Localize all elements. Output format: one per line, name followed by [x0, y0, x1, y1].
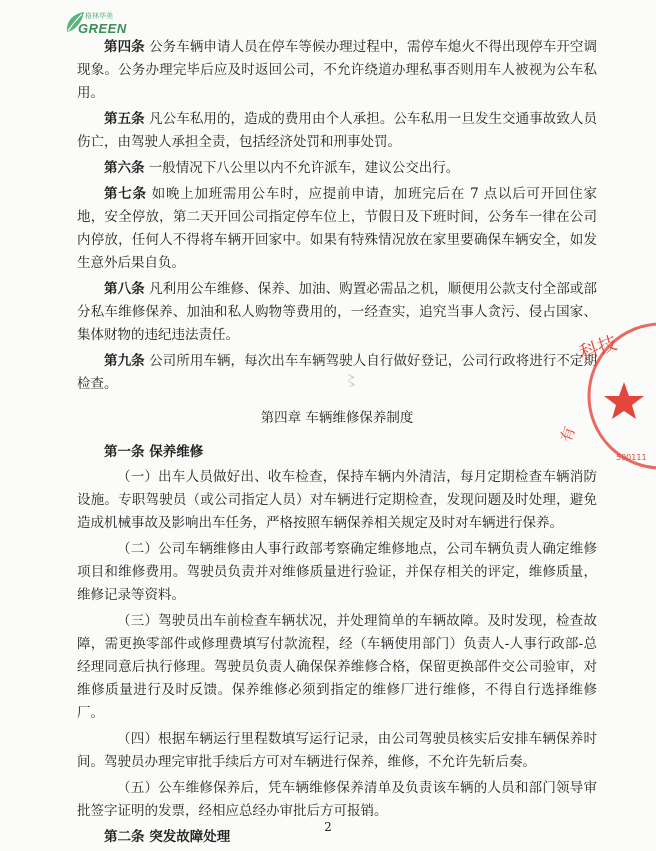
article-text: 凡公车私用的，造成的费用由个人承担。公车私用一旦发生交通事故致人员伤亡，由驾驶人承担全责，包括经济处罚和刑事处罚。: [77, 111, 598, 150]
article-text: 公务车辆申请人员在停车等候办理过程中，需停车熄火不得出现停车开空调现象。公务办理完毕后应及时返回公司，不允许绕道办理私事否则用车人被视为公车私用。: [77, 39, 598, 101]
article-6: [77, 157, 597, 180]
article-8: [77, 278, 597, 347]
article-label: 第五条: [104, 111, 145, 127]
company-logo: [64, 10, 127, 36]
section-1-item: （一）出车人员做好出、收车检查，保持车辆内外清洁，每月定期检查车辆消防设施。专职驾驶员（或公司指定人员）对车辆进行定期检查，发现问题及时处理，避免造成机械事故及影响出车任务，严格按照车辆保养相关规定及时对车辆进行保养。: [77, 469, 597, 531]
logo-english-text: GREEN: [78, 21, 127, 36]
article-label: 第六条: [104, 160, 145, 176]
section-1-item: （五）公车维修保养后，凭车辆维修保养清单及负责该车辆的人员和部门领导审批签字证明的发票，经相应总经办审批后方可报销。: [77, 780, 597, 819]
article-label: 第四条: [104, 39, 145, 55]
seal-text-side: 有: [556, 424, 579, 445]
article-text: 公司所用车辆，每次出车车辆驾驶人自行做好登记，公司行政将进行不定期检查。: [77, 353, 598, 392]
article-9: [77, 350, 597, 396]
section-title: 突发故障处理: [149, 829, 231, 845]
article-label: 第八条: [104, 281, 145, 297]
article-4: [77, 36, 597, 105]
scan-mark: 〻: [343, 371, 360, 390]
page-number: 2: [324, 820, 332, 834]
article-label: 第九条: [104, 353, 145, 369]
seal-number: 500111: [616, 453, 647, 462]
seal-star-icon: [604, 382, 644, 419]
chapter-title: 第四章 车辆维修保养制度: [260, 410, 414, 426]
article-text: 如晚上加班需用公车时，应提前申请，加班完后在 7 点以后可开回住家地，安全停放，第二天开回公司指定停车位上，节假日及下班时间，公务车一律在公司内停放，任何人不得将车辆开回家中。如果有特殊情况放在家里要确保车辆安全，如发生意外后果自负。: [77, 186, 598, 271]
section-label: 第一条: [104, 444, 145, 460]
section-1-item: （四）根据车辆运行里程数填写运行记录，由公司驾驶员核实后安排车辆保养时间。驾驶员办理完审批手续后方可对车辆进行保养，维修，不允许先斩后奏。: [77, 731, 597, 770]
section-1-item: （二）公司车辆维修由人事行政部考察确定维修地点，公司车辆负责人确定维修项目和维修费用。驾驶员负责并对维修质量进行验证，并保存相关的评定，维修质量，维修记录等资料。: [77, 541, 597, 603]
seal-graphic: [556, 318, 656, 478]
section-label: 第二条: [104, 829, 145, 845]
seal-text-top: 科技: [576, 332, 620, 365]
article-text: 一般情况下八公里以内不允许派车，建议公交出行。: [148, 160, 460, 176]
section-title: 保养维修: [149, 444, 204, 460]
section-1-heading: [77, 441, 597, 464]
article-text: 凡利用公车维修、保养、加油、购置必需品之机，顺便用公款支付全部或部分私车维修保养、加油和私人购物等费用的，一经查实，追究当事人贪污、侵占国家、集体财物的违纪违法责任。: [77, 281, 598, 343]
article-5: [77, 108, 597, 154]
article-7: [77, 183, 597, 275]
document-body: [77, 36, 597, 851]
article-label: 第七条: [104, 186, 147, 202]
company-seal: [556, 318, 656, 478]
logo-chinese-text: 格林华美: [85, 12, 113, 20]
section-1-item: （三）驾驶员出车前检查车辆状况，并处理简单的车辆故障。及时发现，检查故障，需更换零部件或修理费填写付款流程，经（车辆使用部门）负责人-人事行政部-总经理同意后执行修理。驾驶员负责人确保保养维修合格，保留更换部件交公司验审，对维修质量进行及时反馈。保养维修必须到指定的维修厂进行维修，不得自行选择维修厂。: [77, 613, 597, 721]
